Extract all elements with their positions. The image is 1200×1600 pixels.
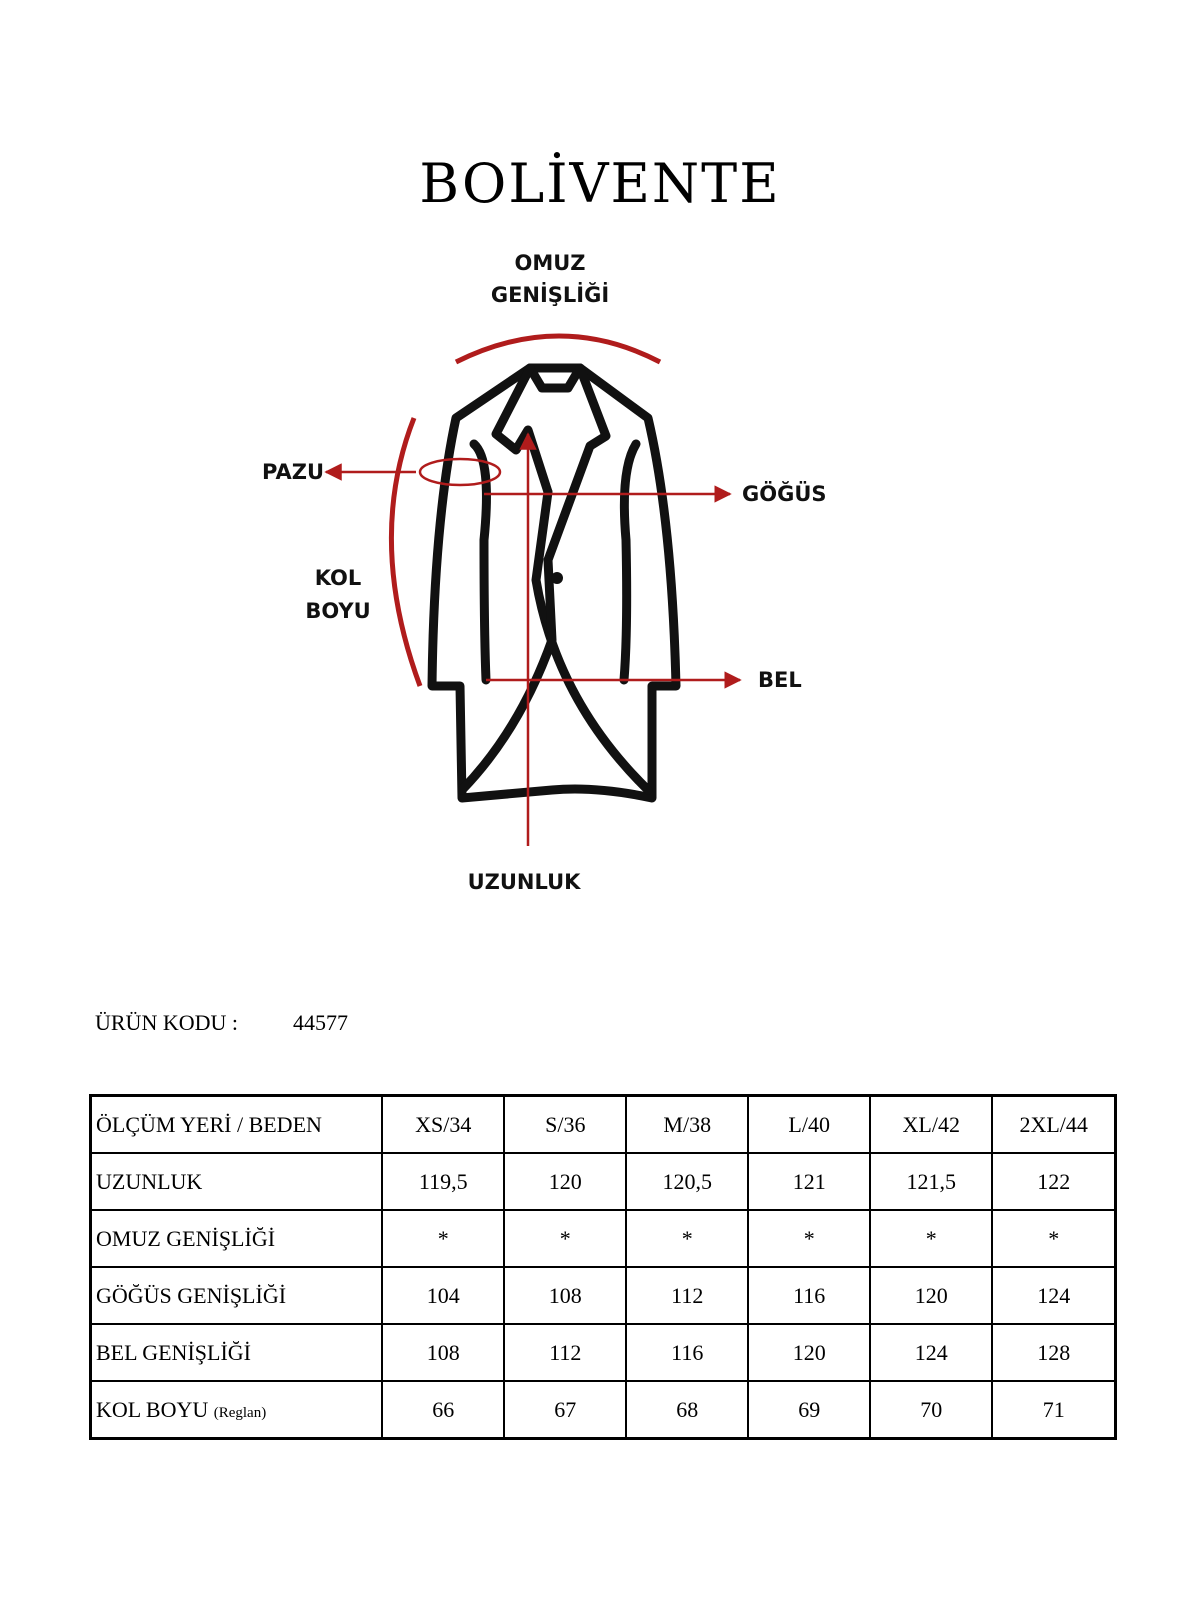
size-header: XS/34 — [382, 1096, 504, 1154]
label-uzunluk: UZUNLUK — [467, 870, 581, 894]
table-cell: 68 — [626, 1381, 748, 1439]
row-label: UZUNLUK — [91, 1153, 383, 1210]
table-cell: 124 — [870, 1324, 992, 1381]
table-cell: 124 — [992, 1267, 1115, 1324]
size-header: L/40 — [748, 1096, 870, 1154]
table-cell: 116 — [748, 1267, 870, 1324]
table-row — [91, 1267, 1116, 1324]
size-header: XL/42 — [870, 1096, 992, 1154]
table-cell: * — [504, 1210, 626, 1267]
row-label-text: KOL BOYU — [96, 1396, 209, 1422]
table-cell: 121 — [748, 1153, 870, 1210]
button-icon — [551, 572, 563, 584]
product-code-value: 44577 — [293, 1010, 348, 1035]
size-header: 2XL/44 — [992, 1096, 1115, 1154]
table-row — [91, 1381, 1116, 1439]
table-cell: 116 — [626, 1324, 748, 1381]
table-cell: 67 — [504, 1381, 626, 1439]
product-code-row — [95, 1010, 348, 1036]
table-cell: 112 — [504, 1324, 626, 1381]
table-cell: 120,5 — [626, 1153, 748, 1210]
label-bel: BEL — [758, 668, 802, 692]
label-kol: KOL — [314, 566, 362, 590]
table-header-label: ÖLÇÜM YERİ / BEDEN — [91, 1096, 383, 1154]
row-label: GÖĞÜS GENİŞLİĞİ — [91, 1267, 383, 1324]
table-row — [91, 1324, 1116, 1381]
table-cell: 120 — [748, 1324, 870, 1381]
table-cell: 120 — [504, 1153, 626, 1210]
table-cell: 70 — [870, 1381, 992, 1439]
table-cell: 104 — [382, 1267, 504, 1324]
table-cell: 108 — [382, 1324, 504, 1381]
table-cell: * — [626, 1210, 748, 1267]
table-cell: 122 — [992, 1153, 1115, 1210]
table-cell: 119,5 — [382, 1153, 504, 1210]
table-header-row — [91, 1096, 1116, 1154]
table-cell: * — [870, 1210, 992, 1267]
table-row — [91, 1210, 1116, 1267]
label-gogus: GÖĞÜS — [742, 482, 827, 506]
table-cell: 128 — [992, 1324, 1115, 1381]
size-header: S/36 — [504, 1096, 626, 1154]
table-cell: * — [748, 1210, 870, 1267]
label-omuz: OMUZ — [514, 251, 586, 275]
table-cell: 66 — [382, 1381, 504, 1439]
row-label: BEL GENİŞLİĞİ — [91, 1324, 383, 1381]
label-boyu: BOYU — [305, 599, 371, 623]
table-cell: * — [992, 1210, 1115, 1267]
product-code-label: ÜRÜN KODU : — [95, 1010, 238, 1035]
table-cell: 108 — [504, 1267, 626, 1324]
row-label — [91, 1381, 383, 1439]
table-cell: 71 — [992, 1381, 1115, 1439]
table-cell: 120 — [870, 1267, 992, 1324]
size-header: M/38 — [626, 1096, 748, 1154]
label-pazu: PAZU — [262, 460, 324, 484]
row-label: OMUZ GENİŞLİĞİ — [91, 1210, 383, 1267]
table-cell: * — [382, 1210, 504, 1267]
table-row — [91, 1153, 1116, 1210]
row-label-note: (Reglan) — [213, 1404, 267, 1421]
table-cell: 112 — [626, 1267, 748, 1324]
sleeve-length-arc — [391, 418, 420, 686]
shoulder-arc — [456, 336, 660, 362]
brand-logo: BOLİVENTE — [419, 152, 781, 215]
size-table — [89, 1094, 1117, 1440]
table-cell: 69 — [748, 1381, 870, 1439]
label-genisligi: GENİŞLİĞİ — [490, 283, 610, 307]
table-cell: 121,5 — [870, 1153, 992, 1210]
